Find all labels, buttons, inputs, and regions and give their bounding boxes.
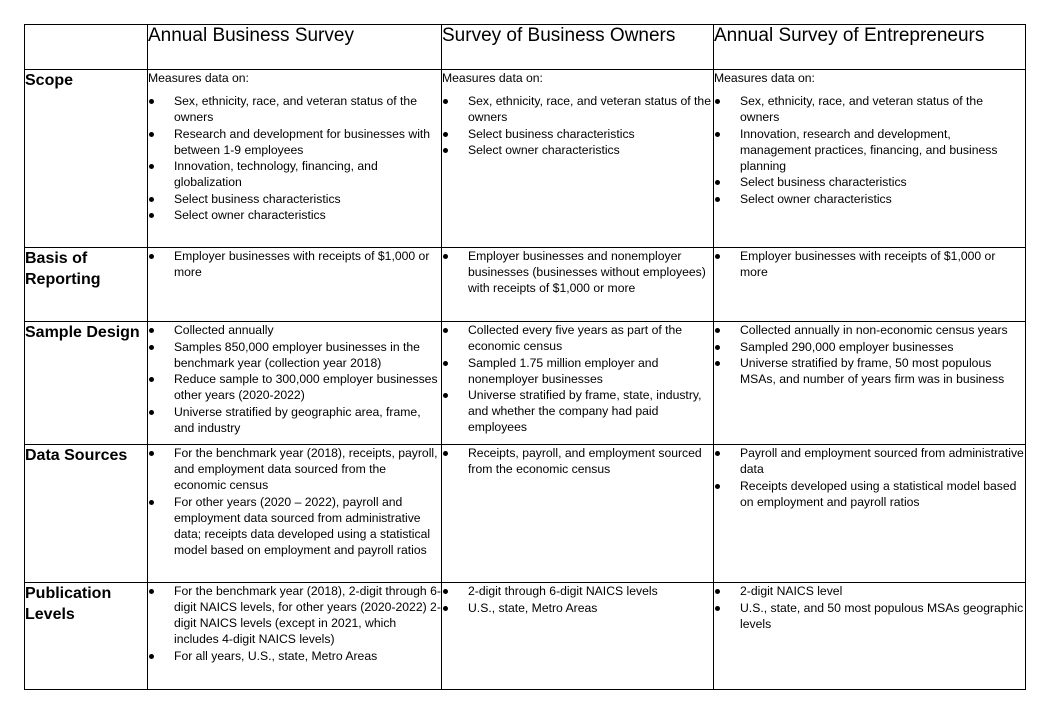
table-cell — [714, 248, 1026, 322]
list-item: Universe stratified by frame, 50 most populous MSAs, and number of years firm was in business — [714, 355, 1025, 387]
list-item: For all years, U.S., state, Metro Areas — [148, 648, 441, 664]
table-cell — [442, 248, 714, 322]
cell-intro-text: Measures data on: — [148, 71, 249, 85]
bullet-list — [148, 93, 441, 223]
bullet-list — [442, 583, 713, 616]
bullet-list — [148, 248, 441, 280]
list-item: Select owner characteristics — [714, 191, 1025, 207]
list-item: Select owner characteristics — [442, 142, 713, 158]
list-item: For the benchmark year (2018), receipts, payroll, and employment data sourced from the economic census — [148, 445, 441, 493]
list-item: Select owner characteristics — [148, 207, 441, 223]
list-item: Collected annually in non-economic census years — [714, 322, 1025, 338]
row-label-scope: Scope — [25, 70, 148, 248]
list-item: Reduce sample to 300,000 employer businesses other years (2020-2022) — [148, 371, 441, 403]
corner-cell — [25, 25, 148, 70]
table-cell — [148, 445, 442, 583]
cell-intro-text: Measures data on: — [442, 71, 543, 85]
bullet-list — [714, 322, 1025, 387]
list-item: Universe stratified by frame, state, industry, and whether the company had paid employees — [442, 387, 713, 435]
bullet-list — [148, 445, 441, 558]
list-item: For other years (2020 – 2022), payroll and employment data sourced from administrative data; receipts data developed using a statistical model based on employment and payroll ratios — [148, 494, 441, 558]
list-item: Sex, ethnicity, race, and veteran status of the owners — [148, 93, 441, 125]
list-item: Innovation, research and development, management practices, financing, and business planning — [714, 126, 1025, 174]
column-header-annual-survey-of-entrepreneurs: Annual Survey of Entrepreneurs — [714, 25, 1026, 70]
bullet-list — [148, 583, 441, 664]
bullet-list — [714, 583, 1025, 632]
table-cell — [442, 583, 714, 690]
table-cell — [442, 70, 714, 248]
list-item: Collected every five years as part of the economic census — [442, 322, 713, 354]
table-cell — [442, 445, 714, 583]
header-row — [25, 25, 1026, 70]
list-item: 2-digit NAICS level — [714, 583, 1025, 599]
list-item: Payroll and employment sourced from administrative data — [714, 445, 1025, 477]
bullet-list — [714, 248, 1025, 280]
table-cell — [148, 583, 442, 690]
bullet-list — [442, 445, 713, 477]
list-item: Employer businesses and nonemployer businesses (businesses without employees) with receipts of $1,000 or more — [442, 248, 713, 296]
table-cell — [148, 70, 442, 248]
list-item: Receipts, payroll, and employment sourced from the economic census — [442, 445, 713, 477]
column-header-annual-business-survey: Annual Business Survey — [148, 25, 442, 70]
bullet-list — [148, 322, 441, 436]
row-label-basis-of-reporting: Basis of Reporting — [25, 248, 148, 322]
list-item: Sampled 290,000 employer businesses — [714, 339, 1025, 355]
table-cell — [714, 322, 1026, 445]
list-item: 2-digit through 6-digit NAICS levels — [442, 583, 713, 599]
list-item: Select business characteristics — [714, 174, 1025, 190]
row-basis-of-reporting — [25, 248, 1026, 322]
survey-comparison-table — [24, 24, 1026, 690]
row-label-sample-design: Sample Design — [25, 322, 148, 445]
table-cell — [148, 322, 442, 445]
list-item: For the benchmark year (2018), 2-digit through 6-digit NAICS levels, for other years (2020-2022) 2-digit NAICS levels (except in 2021, which includes 4-digit NAICS levels) — [148, 583, 441, 647]
list-item: Receipts developed using a statistical model based on employment and payroll ratios — [714, 478, 1025, 510]
row-scope — [25, 70, 1026, 248]
table-cell — [714, 583, 1026, 690]
list-item: Sex, ethnicity, race, and veteran status of the owners — [442, 93, 713, 125]
row-sample-design — [25, 322, 1026, 445]
bullet-list — [442, 322, 713, 435]
cell-intro-text: Measures data on: — [714, 71, 815, 85]
bullet-list — [442, 93, 713, 158]
list-item: Innovation, technology, financing, and globalization — [148, 158, 441, 190]
row-data-sources — [25, 445, 1026, 583]
bullet-list — [714, 93, 1025, 207]
row-label-data-sources: Data Sources — [25, 445, 148, 583]
table-cell — [714, 445, 1026, 583]
row-publication-levels — [25, 583, 1026, 690]
list-item: Select business characteristics — [442, 126, 713, 142]
list-item: Sex, ethnicity, race, and veteran status of the owners — [714, 93, 1025, 125]
list-item: Samples 850,000 employer businesses in the benchmark year (collection year 2018) — [148, 339, 441, 371]
table-cell — [714, 70, 1026, 248]
column-header-survey-of-business-owners: Survey of Business Owners — [442, 25, 714, 70]
list-item: Universe stratified by geographic area, frame, and industry — [148, 404, 441, 436]
list-item: Select business characteristics — [148, 191, 441, 207]
bullet-list — [714, 445, 1025, 510]
list-item: Employer businesses with receipts of $1,000 or more — [148, 248, 441, 280]
list-item: Collected annually — [148, 322, 441, 338]
list-item: Sampled 1.75 million employer and nonemployer businesses — [442, 355, 713, 387]
row-label-publication-levels: Publication Levels — [25, 583, 148, 690]
list-item: Research and development for businesses with between 1-9 employees — [148, 126, 441, 158]
list-item: Employer businesses with receipts of $1,000 or more — [714, 248, 1025, 280]
list-item: U.S., state, Metro Areas — [442, 600, 713, 616]
bullet-list — [442, 248, 713, 296]
list-item: U.S., state, and 50 most populous MSAs geographic levels — [714, 600, 1025, 632]
table-cell — [442, 322, 714, 445]
table-cell — [148, 248, 442, 322]
